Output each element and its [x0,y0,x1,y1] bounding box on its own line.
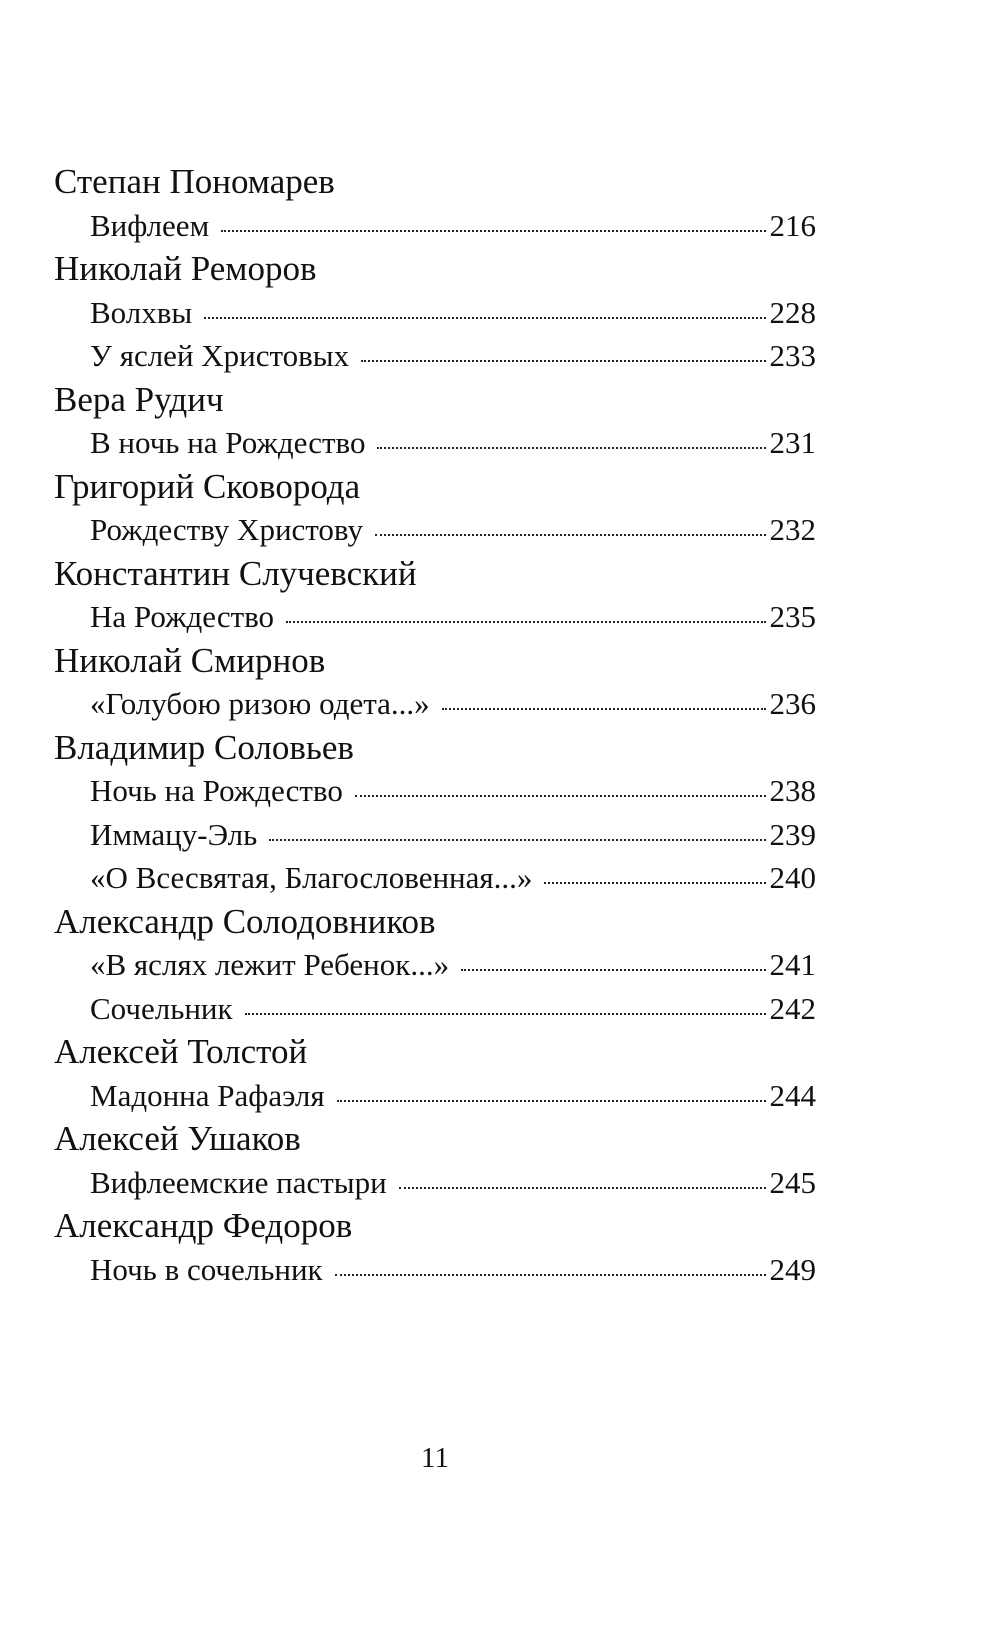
dot-leader [399,1187,766,1189]
toc-entry-page: 238 [769,773,816,808]
toc-entry-title: «Голубою ризою одета...» [90,686,430,721]
toc-entry-title: «В яслях лежит Ребенок...» [90,947,450,982]
dot-leader [245,1013,766,1015]
toc-entry-title: Иммацу-Эль [90,816,258,852]
dot-leader [544,882,765,884]
toc-entry-title: Рождеству Христову [90,512,364,547]
dot-leader [204,317,765,319]
toc-entry [54,595,816,639]
page-number: 11 [421,1442,449,1474]
toc-entry-title: Вифлеемские пастыри [90,1164,387,1200]
toc-entry-page: 244 [769,1077,816,1113]
toc-entry [54,943,816,987]
toc-entry-page: 239 [769,816,816,852]
toc-author: Алексей Толстой [54,1032,308,1071]
toc-entry [54,813,816,857]
toc-entry [54,987,816,1031]
dot-leader [375,534,765,536]
toc-author: Степан Пономарев [54,162,335,201]
dot-leader [269,839,765,841]
toc-entry-page: 245 [769,1164,816,1200]
table-of-contents [54,160,816,1291]
toc-entry [54,769,816,813]
toc-entry-page: 235 [769,599,816,634]
dot-leader [337,1100,766,1102]
toc-entry [54,1161,816,1205]
toc-author: Алексей Ушаков [54,1119,301,1158]
toc-entry [54,682,816,726]
toc-entry-title: На Рождество [90,599,275,634]
toc-entry-page: 241 [769,947,816,982]
dot-leader [355,795,766,797]
toc-entry-page: 249 [769,1251,816,1287]
toc-author: Александр Солодовников [54,901,436,941]
toc-entry [54,1248,816,1292]
toc-entry [54,1074,816,1118]
toc-entry [54,204,816,248]
toc-entry-title: «О Всесвятая, Благословенная...» [90,860,533,895]
toc-author: Константин Случевский [54,553,417,593]
toc-entry [54,421,816,465]
toc-entry [54,508,816,552]
toc-author: Николай Смирнов [54,640,326,680]
toc-entry-title: Ночь в сочельник [90,1251,323,1287]
toc-entry-title: Сочельник [90,990,233,1026]
toc-entry-title: Ночь на Рождество [90,773,343,808]
dot-leader [221,230,765,232]
toc-entry-title: В ночь на Рождество [90,425,366,460]
toc-author: Николай Реморов [54,249,317,288]
toc-author: Владимир Соловьев [54,727,354,767]
toc-entry-title: Волхвы [90,294,193,330]
toc-entry [54,856,816,900]
dot-leader [335,1274,766,1276]
toc-entry-page: 232 [769,512,816,547]
toc-entry-page: 228 [769,294,816,330]
toc-entry [54,334,816,378]
dot-leader [461,969,765,971]
toc-author: Вера Рудич [54,379,224,419]
toc-entry-page: 233 [769,338,816,373]
toc-entry-page: 242 [769,990,816,1026]
toc-entry-page: 231 [769,425,816,460]
dot-leader [377,447,765,449]
dot-leader [361,360,765,362]
toc-author: Григорий Сковорода [54,466,361,506]
toc-entry [54,291,816,335]
toc-entry-title: У яслей Христовых [90,338,350,373]
toc-author: Александр Федоров [54,1206,353,1245]
toc-entry-title: Мадонна Рафаэля [90,1077,325,1113]
dot-leader [442,708,766,710]
dot-leader [286,621,765,623]
toc-entry-page: 236 [769,686,816,721]
toc-entry-title: Вифлеем [90,207,210,243]
toc-entry-page: 216 [769,207,816,243]
toc-entry-page: 240 [769,860,816,895]
